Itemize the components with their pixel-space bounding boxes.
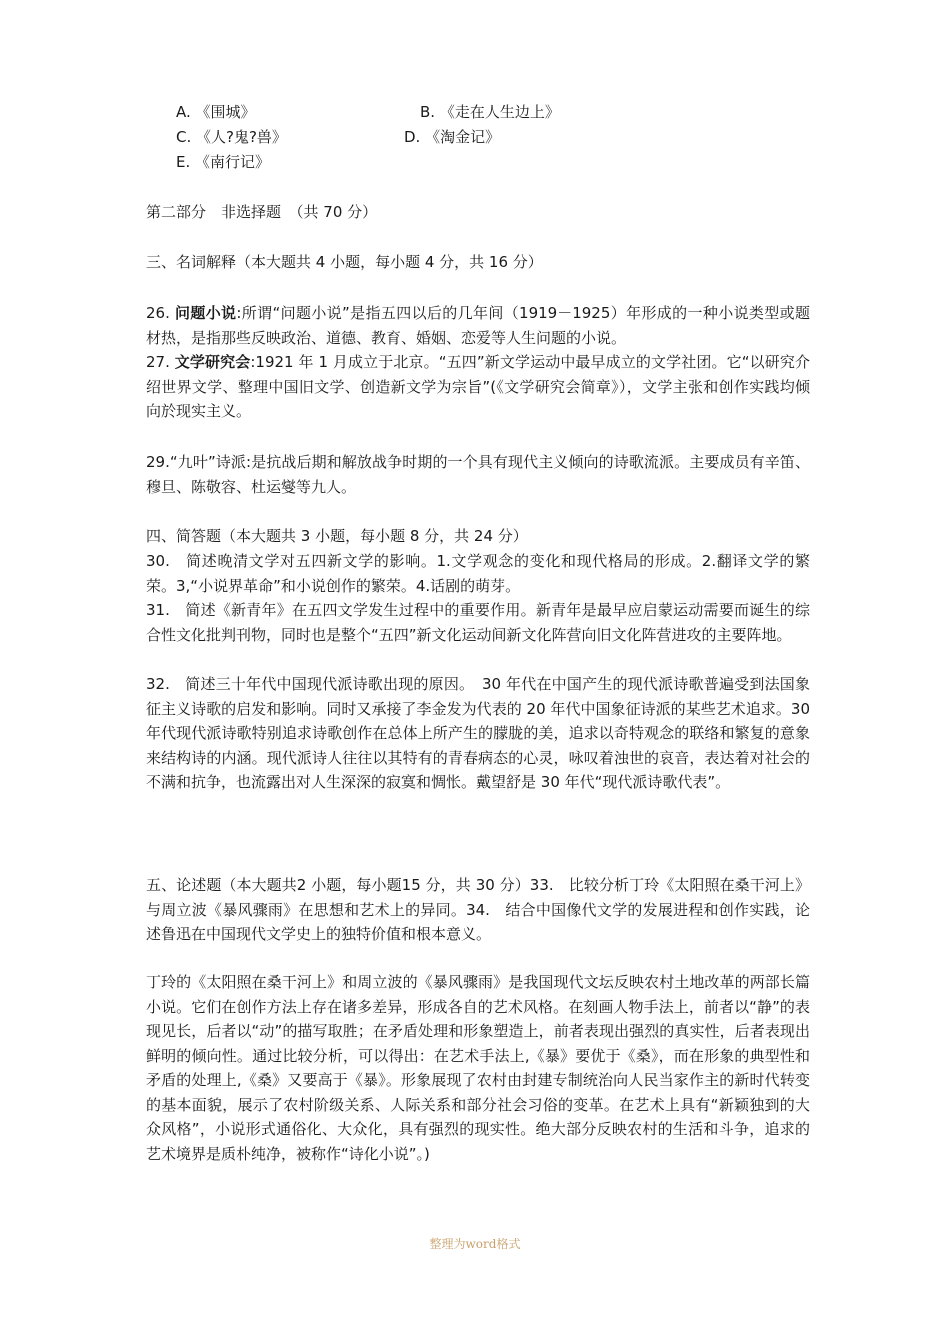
q27-definition <box>146 350 810 424</box>
q26-term: 问题小说 <box>174 304 237 322</box>
q27-number: 27. <box>146 353 170 371</box>
section5-answer: 丁玲的《太阳照在桑干河上》和周立波的《暴风骤雨》是我国现代文坛反映农村土地改革的两部长篇小说。它们在创作方法上存在诸多差异，形成各自的艺术风格。在刻画人物手法上，前者以“静”的表现见长，后者以“动”的描写取胜；在矛盾处理和形象塑造上，前者表现出强烈的真实性，后者表现出鲜明的倾向性。通过比较分析，可以得出：在艺术手法上,《暴》要优于《桑》，而在形象的典型性和矛盾的处理上,《桑》又要高于《暴》。形象展现了农村由封建专制统治向人民当家作主的新时代转变的基本面貌，展示了农村阶级关系、人际关系和部分社会习俗的变革。在艺术上具有“新颖独到的大众风格”，小说形式通俗化、大众化，具有强烈的现实性。绝大部分反映农村的生活和斗争，追求的艺术境界是质朴纯净，被称作“诗化小说”。) <box>146 973 810 1163</box>
section3-heading: 三、名词解释（本大题共 4 小题，每小题 4 分，共 16 分） <box>146 253 543 271</box>
q27-term: 文学研究会 <box>174 353 251 371</box>
q27-text: :1921 年 1 月成立于北京。“五四”新文学运动中最早成立的文学社团。它“以研究介绍世界文学、整理中国旧文学、创造新文学为宗旨”(《文学研究会简章》），文学主张和创作实践均倾向於现实主义。 <box>146 353 810 420</box>
q26-definition <box>146 301 810 350</box>
option-d: D. 《淘金记》 <box>404 128 501 146</box>
option-e: E. 《南行记》 <box>176 153 271 171</box>
option-b: B. 《走在人生边上》 <box>420 103 560 121</box>
q29-definition: 29.“九叶”诗派:是抗战后期和解放战争时期的一个具有现代主义倾向的诗歌流派。主要成员有辛笛、穆旦、陈敬容、杜运燮等九人。 <box>146 453 810 496</box>
option-a: A. 《围城》 <box>176 103 256 121</box>
q31-answer: 31. 简述《新青年》在五四文学发生过程中的重要作用。新青年是最早应启蒙运动需要而诞生的综合性文化批判刊物，同时也是整个“五四”新文化运动间新文化阵营向旧文化阵营进攻的主要阵地。 <box>146 601 810 644</box>
part2-heading: 第二部分 非选择题 （共 70 分） <box>146 203 378 221</box>
section4-heading: 四、简答题（本大题共 3 小题，每小题 8 分，共 24 分） <box>146 527 528 545</box>
q32-answer: 32. 简述三十年代中国现代派诗歌出现的原因。 30 年代在中国产生的现代派诗歌普遍受到法国象征主义诗歌的启发和影响。同时又承接了李金发为代表的 20 年代中国象征诗派的某些艺术追求。30 年代现代派诗歌特别追求诗歌创作在总体上所产生的朦胧的美，追求以奇特观念的联络和繁复的意象来结构诗的内涵。现代派诗人往往以其特有的青春病态的心灵，咏叹着浊世的哀音，表达着对社会的不满和抗争，也流露出对人生深深的寂寞和惆怅。戴望舒是 30 年代“现代派诗歌代表”。 <box>146 675 810 791</box>
footer-watermark: 整理为word格式 <box>429 1237 521 1251</box>
q26-number: 26. <box>146 304 170 322</box>
q30-answer: 30. 简述晚清文学对五四新文学的影响。1.文学观念的变化和现代格局的形成。2.翻译文学的繁荣。3,“小说界革命”和小说创作的繁荣。4.话剧的萌芽。 <box>146 552 810 595</box>
q26-text: :所谓“问题小说”是指五四以后的几年间（1919－1925）年形成的一种小说类型或题材热，是指那些反映政治、道德、教育、婚姻、恋爱等人生问题的小说。 <box>146 304 810 347</box>
section5-heading: 五、论述题（本大题共2 小题，每小题15 分，共 30 分）33. 比较分析丁玲《太阳照在桑干河上》与周立波《暴风骤雨》在思想和艺术上的异同。34. 结合中国像代文学的发展进程和创作实践，论述鲁迅在中国现代文学史上的独特价值和根本意义。 <box>146 876 810 943</box>
option-c: C. 《人?鬼?兽》 <box>176 128 287 146</box>
